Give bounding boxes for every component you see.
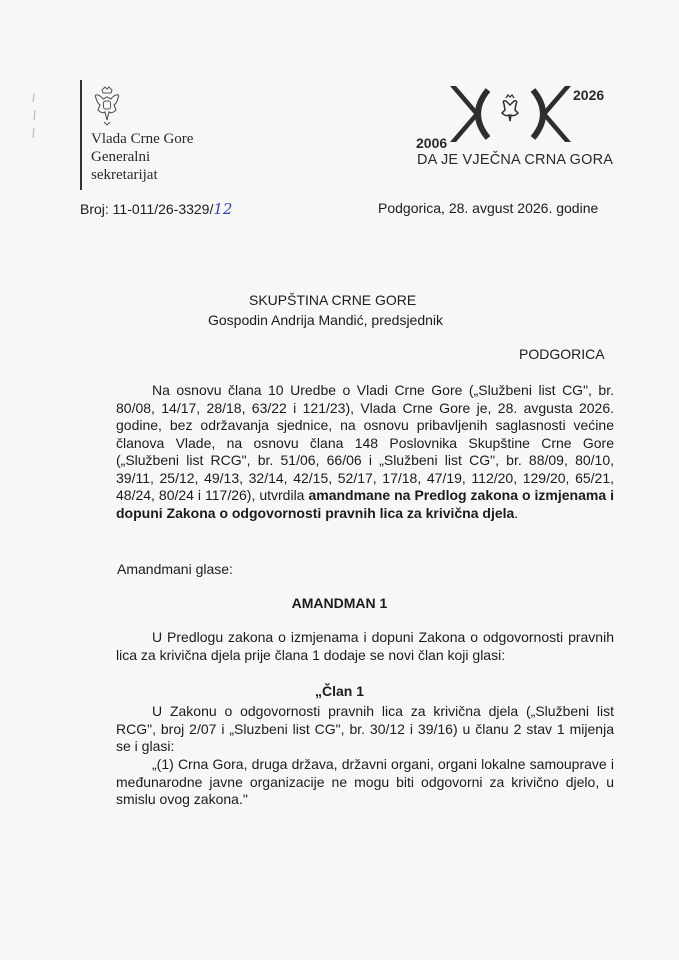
logo-year-start: 2006 — [416, 135, 448, 151]
article-paragraph — [116, 703, 614, 756]
article-text: U Zakonu o odgovornosti pravnih lica za krivična djela („Službeni list RCG", broj 2/07 i „Sluzbeni list CG", br. 30/12 i 39/16) u članu 2 stav 1 mijenja se i glasi: — [116, 703, 614, 754]
article-quote: „(1) Crna Gora, druga država, državni organi, organi lokalne samouprave i međunarodne javne organizacije ne mogu biti odgovorni za krivično djelo, u smislu ovog zakona." — [116, 756, 614, 807]
recipient-city: PODGORICA — [519, 346, 605, 362]
intro-bold-text: amandmane na Predlog zakona o izmjenama i dopuni Zakona o odgovornosti pravnih lica za krivična djela — [116, 487, 614, 521]
amendment-text: U Predlogu zakona o izmjenama i dopuni Zakona o odgovornosti pravnih lica za krivična djela prije člana 1 dodaje se novi član koji glasi: — [116, 629, 614, 663]
amendments-intro: Amandmani glase: — [117, 561, 233, 577]
intro-text: Na osnovu člana 10 Uredbe o Vladi Crne Gore („Službeni list CG", br. 80/08, 14/17, 28/18, 63/22 i 121/23), Vlada Crne Gore je, 28. avgusta 2026. godine, bez održavanja sjednice, na osnovu pribavljenih saglasnosti većine članova Vlade, na osnovu člana 148 Poslovnika Skupštine Crne Gore („Službeni list RCG", br. 51/06, 66/06 i „Službeni list CG", br. 88/09, 80/10, 39/11, 25/12, 49/13, 32/14, 42/15, 52/17, 17/18, 47/19, 112/20, 129/20, 65/21, 48/24, 80/24 i 117/26), utvrdila — [116, 382, 614, 503]
gov-line-1: Vlada Crne Gore — [91, 131, 194, 147]
article-title: „Član 1 — [314, 683, 364, 699]
recipient-person: Gospodin Andrija Mandić, predsjednik — [208, 312, 444, 328]
anniversary-logo-icon — [448, 80, 573, 150]
logo-year-end: 2026 — [573, 87, 605, 103]
government-header — [80, 80, 230, 190]
gov-line-3: sekretarijat — [91, 167, 158, 183]
reference-number-text: Broj: 11-011/26-3329/ — [80, 201, 214, 217]
handwritten-suffix: 12 — [213, 200, 233, 218]
gov-line-2: Generalni — [91, 149, 151, 165]
intro-end: . — [514, 504, 519, 521]
logo-slogan: DA JE VJEČNA CRNA GORA — [417, 152, 614, 168]
anniversary-logo — [413, 80, 613, 175]
scan-artifact — [30, 92, 38, 142]
header-divider — [80, 80, 82, 190]
article-quote-paragraph — [116, 756, 614, 809]
reference-number — [80, 200, 232, 218]
amendment-paragraph — [116, 629, 614, 664]
recipient-institution: SKUPŠTINA CRNE GORE — [249, 292, 417, 308]
government-name — [91, 130, 193, 184]
amendment-title: AMANDMAN 1 — [291, 595, 388, 611]
intro-paragraph — [116, 382, 614, 522]
coat-of-arms-icon — [92, 86, 122, 126]
document-date: Podgorica, 28. avgust 2026. godine — [378, 200, 599, 216]
